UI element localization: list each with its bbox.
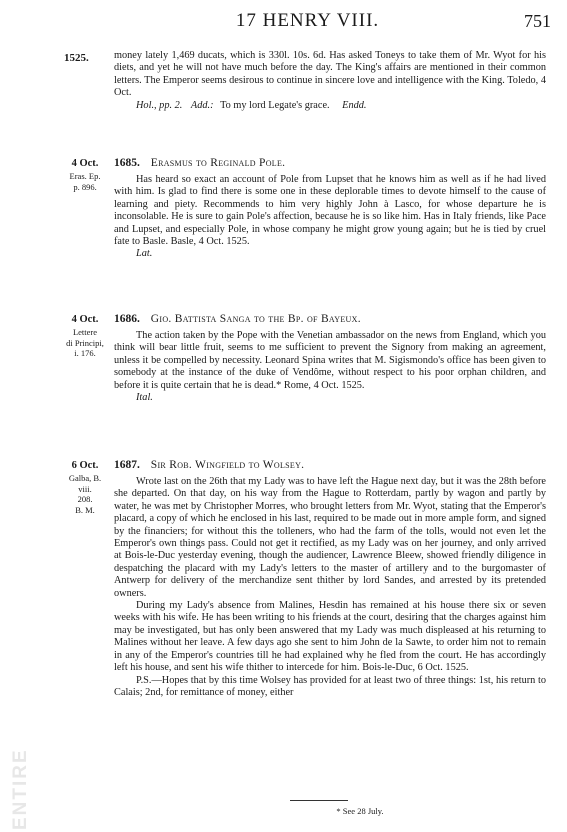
- source-line: Galba, B. viii.: [68, 473, 102, 494]
- entry-paragraph: P.S.—Hopes that by this time Wolsey has provided for at least two of three things: 1st, his return to Calais; 2nd, for remittance of money, either: [114, 674, 546, 698]
- entry-language: Lat.: [136, 248, 153, 260]
- source-line: B. M.: [75, 504, 95, 515]
- entry-1686-margin: [62, 313, 108, 359]
- entry-heading: [114, 156, 546, 171]
- footnote: * See 28 July.: [336, 806, 384, 816]
- continuation-text: money lately 1,469 ducats, which is 330l. 10s. 6d. Has asked Toneys to take them of Mr. Wyot for his diets, and yet he will not have much before the day. The King's affairs are mentioned in their common letters. The Emperor seems desirous to continue in sincere love and intelligence with the King. Toledo, 4 Oct.: [114, 50, 546, 99]
- entry-number: 1685.: [114, 157, 140, 169]
- entry-paragraph: During my Lady's absence from Malines, Hesdin has remained at his house there six or seven weeks with his wife. He has been writing to his friends at the court, desiring that the charges against him may be investigated, but has only been answered that my Lady was much displeased at his returning to Malines without her leave. A few days ago she sent to him John de la Sawte, to order him not to remain in any of the Emperor's countries till he had explained why he fled from the court. He has accordingly left his house, and sent his wife thither to intercede for him. Bois-le-Duc, 6 Oct. 1525.: [114, 600, 546, 674]
- source-line: i. 176.: [74, 348, 96, 358]
- source-line: di Principi,: [66, 337, 104, 348]
- entry-1686: [114, 312, 546, 404]
- entry-paragraph: Wrote last on the 26th that my Lady was to have left the Hague next day, but it was the 28th before she departed. On that day, on his way from the Hague to Rotterdam, partly by wagon and partly by water, he was met by Christopher Morres, who brought letters from Mr. Wyot, stating that the Emperor's placard, a copy of which he enclosed in his last, required to be made out in more ample form, and signed by the financiers; for without this the tolleners, who had the farm of the tolls, would not even let the Emperor's own things pass. Could not get it rectified, as my Lady was on her journey, and only arrived at Bois-le-Duc yesterday evening, though the audiencer, Lawrence Bleew, showed friendly diligence in despatching the placard with my Lady's letters to the master of artillery and to the burgomaster of Antwerp for delivery of the merchandize sent thither by lord Sandes, and arrested by its pretended owners.: [114, 476, 546, 599]
- meta-add: Add.:: [190, 99, 214, 111]
- source-line: 208.: [77, 494, 93, 504]
- entry-paragraph: Has heard so exact an account of Pole from Lupset that he knows him as well as if he had lived with him. Is glad to find there is some one in these deplorable times to devote himself to the cause of learning and piety. Recommends to him very highly John à Lasco, for whose departure he is inconsolable. He is sure to gain Pole's affection, because he is so like him. Has in Italy friends, like Pace and Lupset, and especially Pole, in whose company he might grow young again; but he is tied by cruel fate to Basle. Basle, 4 Oct. 1525.: [114, 174, 546, 248]
- entry-paragraph: The action taken by the Pope with the Venetian ambassador on the news from England, which you think will bear little fruit, seems to me sufficient to prevent the Signory from making an agreement, unless it be compelled by necessity. Leonard Spina writes that M. Sigismondo's office has been given to somebody at the instance of the duke of Vendôme, without respect to his poor orphan children, and before it is quite certain that he is dead.* Rome, 4 Oct. 1525.: [114, 330, 546, 391]
- entry-title: Gio. Battista Sanga to the Bp. of Bayeux.: [150, 313, 361, 325]
- entry-1685: [114, 156, 546, 261]
- watermark: ENTIRE: [10, 748, 31, 830]
- entry-1685-margin: [62, 157, 108, 192]
- entry-language: Ital.: [136, 392, 153, 404]
- source-line: Lettere: [72, 327, 98, 337]
- entry-1687-margin: [62, 459, 108, 515]
- meta-address: To my lord Legate's grace.: [220, 99, 330, 111]
- source-line: Eras. Ep.: [69, 171, 101, 181]
- entry-heading: [114, 458, 546, 473]
- entry-title: Sir Rob. Wingfield to Wolsey.: [150, 459, 305, 471]
- continuation-meta: [136, 100, 546, 112]
- entry-title: Erasmus to Reginald Pole.: [150, 157, 286, 169]
- entry-1687: [114, 458, 546, 699]
- entry-date: 6 Oct.: [71, 460, 99, 471]
- year-label: 1525.: [64, 52, 89, 64]
- running-header: [64, 8, 551, 32]
- page-number: 751: [524, 11, 551, 31]
- entry-date: 4 Oct.: [71, 314, 99, 325]
- meta-endd: Endd.: [342, 99, 367, 111]
- footnote-rule: [290, 800, 348, 801]
- entry-number: 1686.: [114, 313, 140, 325]
- entry-heading: [114, 312, 546, 327]
- entry-date: 4 Oct.: [71, 158, 99, 169]
- running-title: 17 HENRY VIII.: [235, 10, 380, 31]
- source-line: p. 896.: [73, 181, 97, 192]
- entry-number: 1687.: [114, 459, 140, 471]
- continuation-block: [114, 50, 546, 112]
- meta-hol: Hol., pp. 2.: [136, 99, 183, 111]
